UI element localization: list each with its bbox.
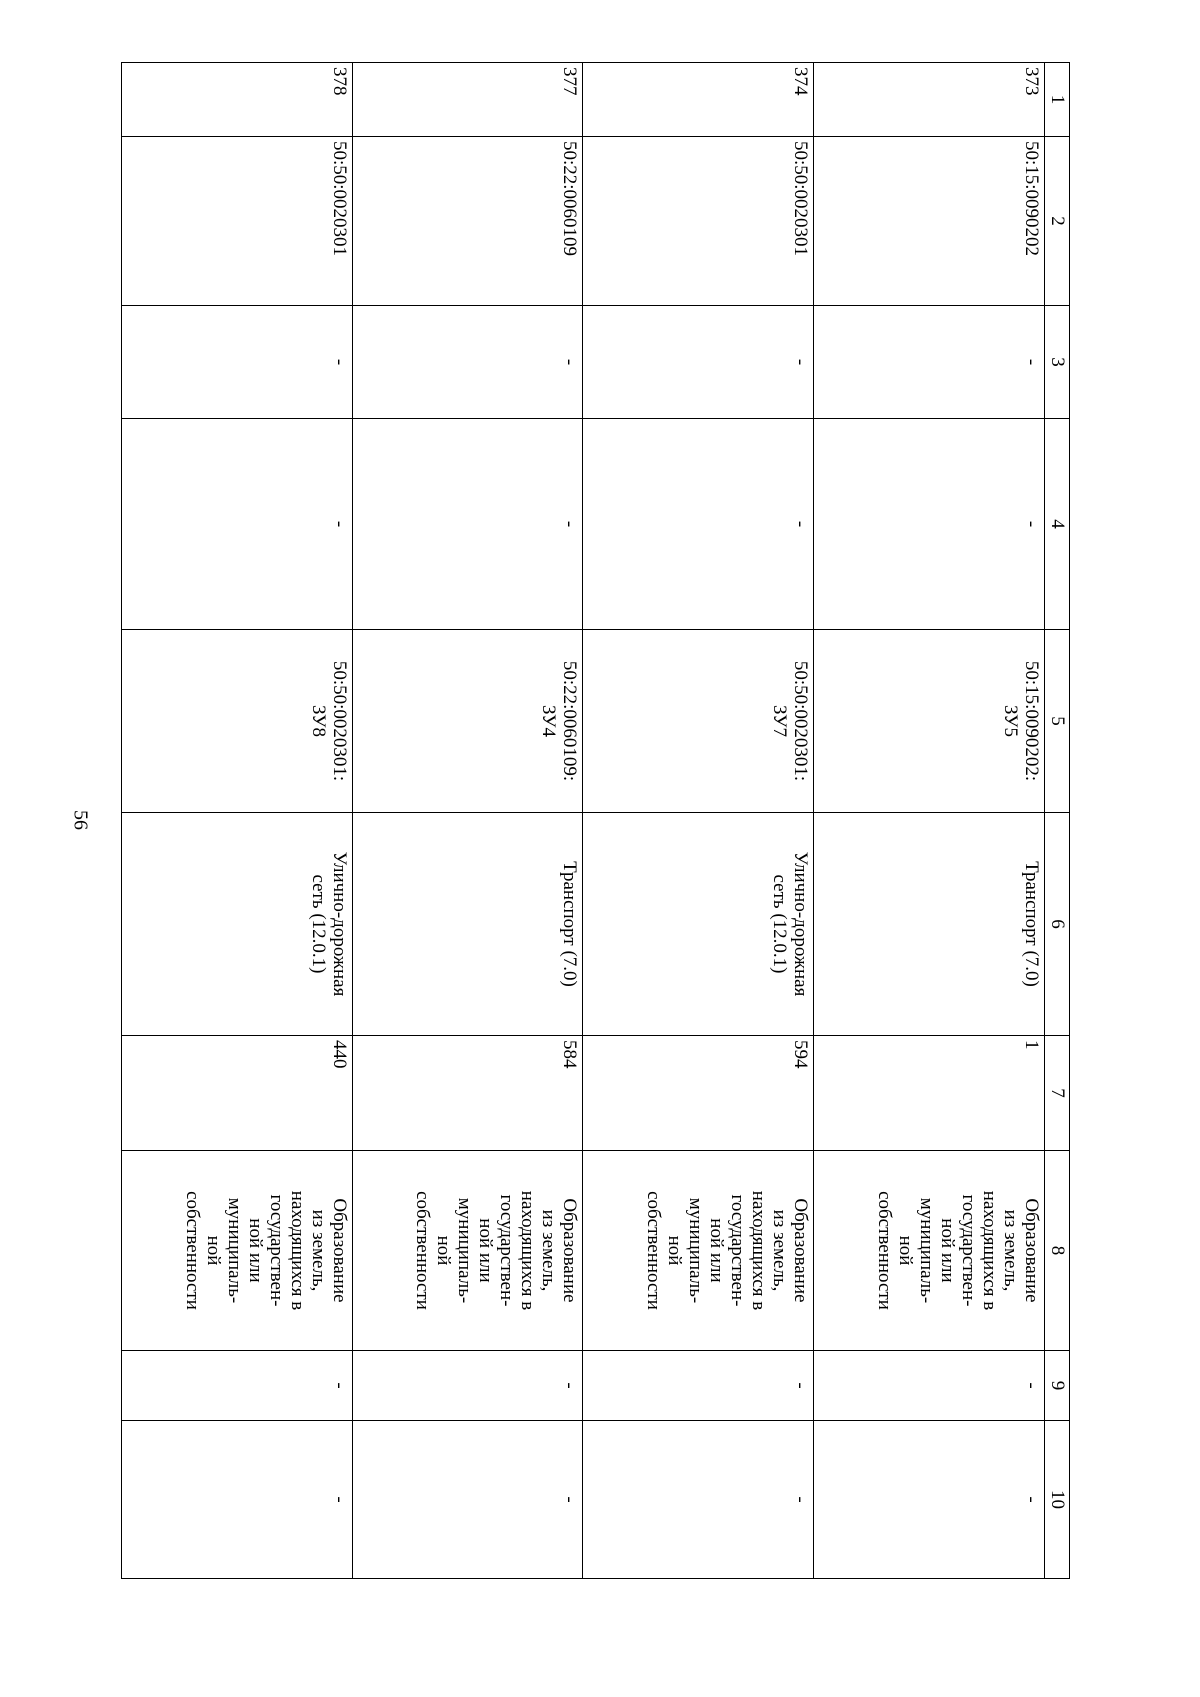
cell-col-6: Улично-дорожная сеть (12.0.1)	[122, 813, 353, 1036]
land-plots-table	[121, 62, 1070, 1579]
col-header-1: 1	[1045, 63, 1070, 137]
cell-col-1: 378	[122, 63, 353, 137]
cell-col-4: -	[814, 419, 1045, 630]
rotated-table-frame	[121, 62, 1070, 1578]
page-number: 56	[69, 810, 92, 830]
cell-col-9: -	[122, 1351, 353, 1421]
table-row	[583, 63, 814, 1579]
cell-col-8: Образование из земель, находящихся в государствен- ной или муниципаль- ной собственности	[352, 1151, 583, 1351]
cell-col-10: -	[583, 1421, 814, 1579]
col-header-7: 7	[1045, 1036, 1070, 1151]
cell-col-10: -	[352, 1421, 583, 1579]
table-row	[122, 63, 353, 1579]
cell-col-1: 373	[814, 63, 1045, 137]
col-header-4: 4	[1045, 419, 1070, 630]
cell-col-10: -	[122, 1421, 353, 1579]
cell-col-3: -	[352, 306, 583, 419]
col-header-9: 9	[1045, 1351, 1070, 1421]
cell-col-7: 584	[352, 1036, 583, 1151]
table-row	[352, 63, 583, 1579]
cell-col-8: Образование из земель, находящихся в государствен- ной или муниципаль- ной собственности	[583, 1151, 814, 1351]
cell-col-6: Улично-дорожная сеть (12.0.1)	[583, 813, 814, 1036]
cell-col-4: -	[122, 419, 353, 630]
cell-col-1: 377	[352, 63, 583, 137]
col-header-5: 5	[1045, 630, 1070, 813]
col-header-2: 2	[1045, 137, 1070, 306]
cell-col-7: 594	[583, 1036, 814, 1151]
table-container	[121, 62, 1070, 1578]
table-row	[814, 63, 1045, 1579]
cell-col-4: -	[352, 419, 583, 630]
cell-col-9: -	[814, 1351, 1045, 1421]
cell-col-7: 1	[814, 1036, 1045, 1151]
cell-col-10: -	[814, 1421, 1045, 1579]
cell-col-9: -	[583, 1351, 814, 1421]
cell-col-4: -	[583, 419, 814, 630]
cell-col-6: Транспорт (7.0)	[352, 813, 583, 1036]
cell-col-1: 374	[583, 63, 814, 137]
cell-col-6: Транспорт (7.0)	[814, 813, 1045, 1036]
cell-col-5: 50:15:0090202: ЗУ5	[814, 630, 1045, 813]
cell-col-8: Образование из земель, находящихся в государствен- ной или муниципаль- ной собственности	[122, 1151, 353, 1351]
cell-col-3: -	[814, 306, 1045, 419]
header-row	[1045, 63, 1070, 1579]
cell-col-8: Образование из земель, находящихся в государствен- ной или муниципаль- ной собственности	[814, 1151, 1045, 1351]
cell-col-3: -	[583, 306, 814, 419]
col-header-6: 6	[1045, 813, 1070, 1036]
cell-col-5: 50:50:0020301: ЗУ8	[122, 630, 353, 813]
cell-col-5: 50:50:0020301: ЗУ7	[583, 630, 814, 813]
cell-col-2: 50:50:0020301	[583, 137, 814, 306]
col-header-10: 10	[1045, 1421, 1070, 1579]
cell-col-3: -	[122, 306, 353, 419]
cell-col-5: 50:22:0060109: ЗУ4	[352, 630, 583, 813]
cell-col-2: 50:22:0060109	[352, 137, 583, 306]
col-header-8: 8	[1045, 1151, 1070, 1351]
cell-col-2: 50:50:0020301	[122, 137, 353, 306]
cell-col-2: 50:15:0090202	[814, 137, 1045, 306]
cell-col-7: 440	[122, 1036, 353, 1151]
cell-col-9: -	[352, 1351, 583, 1421]
col-header-3: 3	[1045, 306, 1070, 419]
